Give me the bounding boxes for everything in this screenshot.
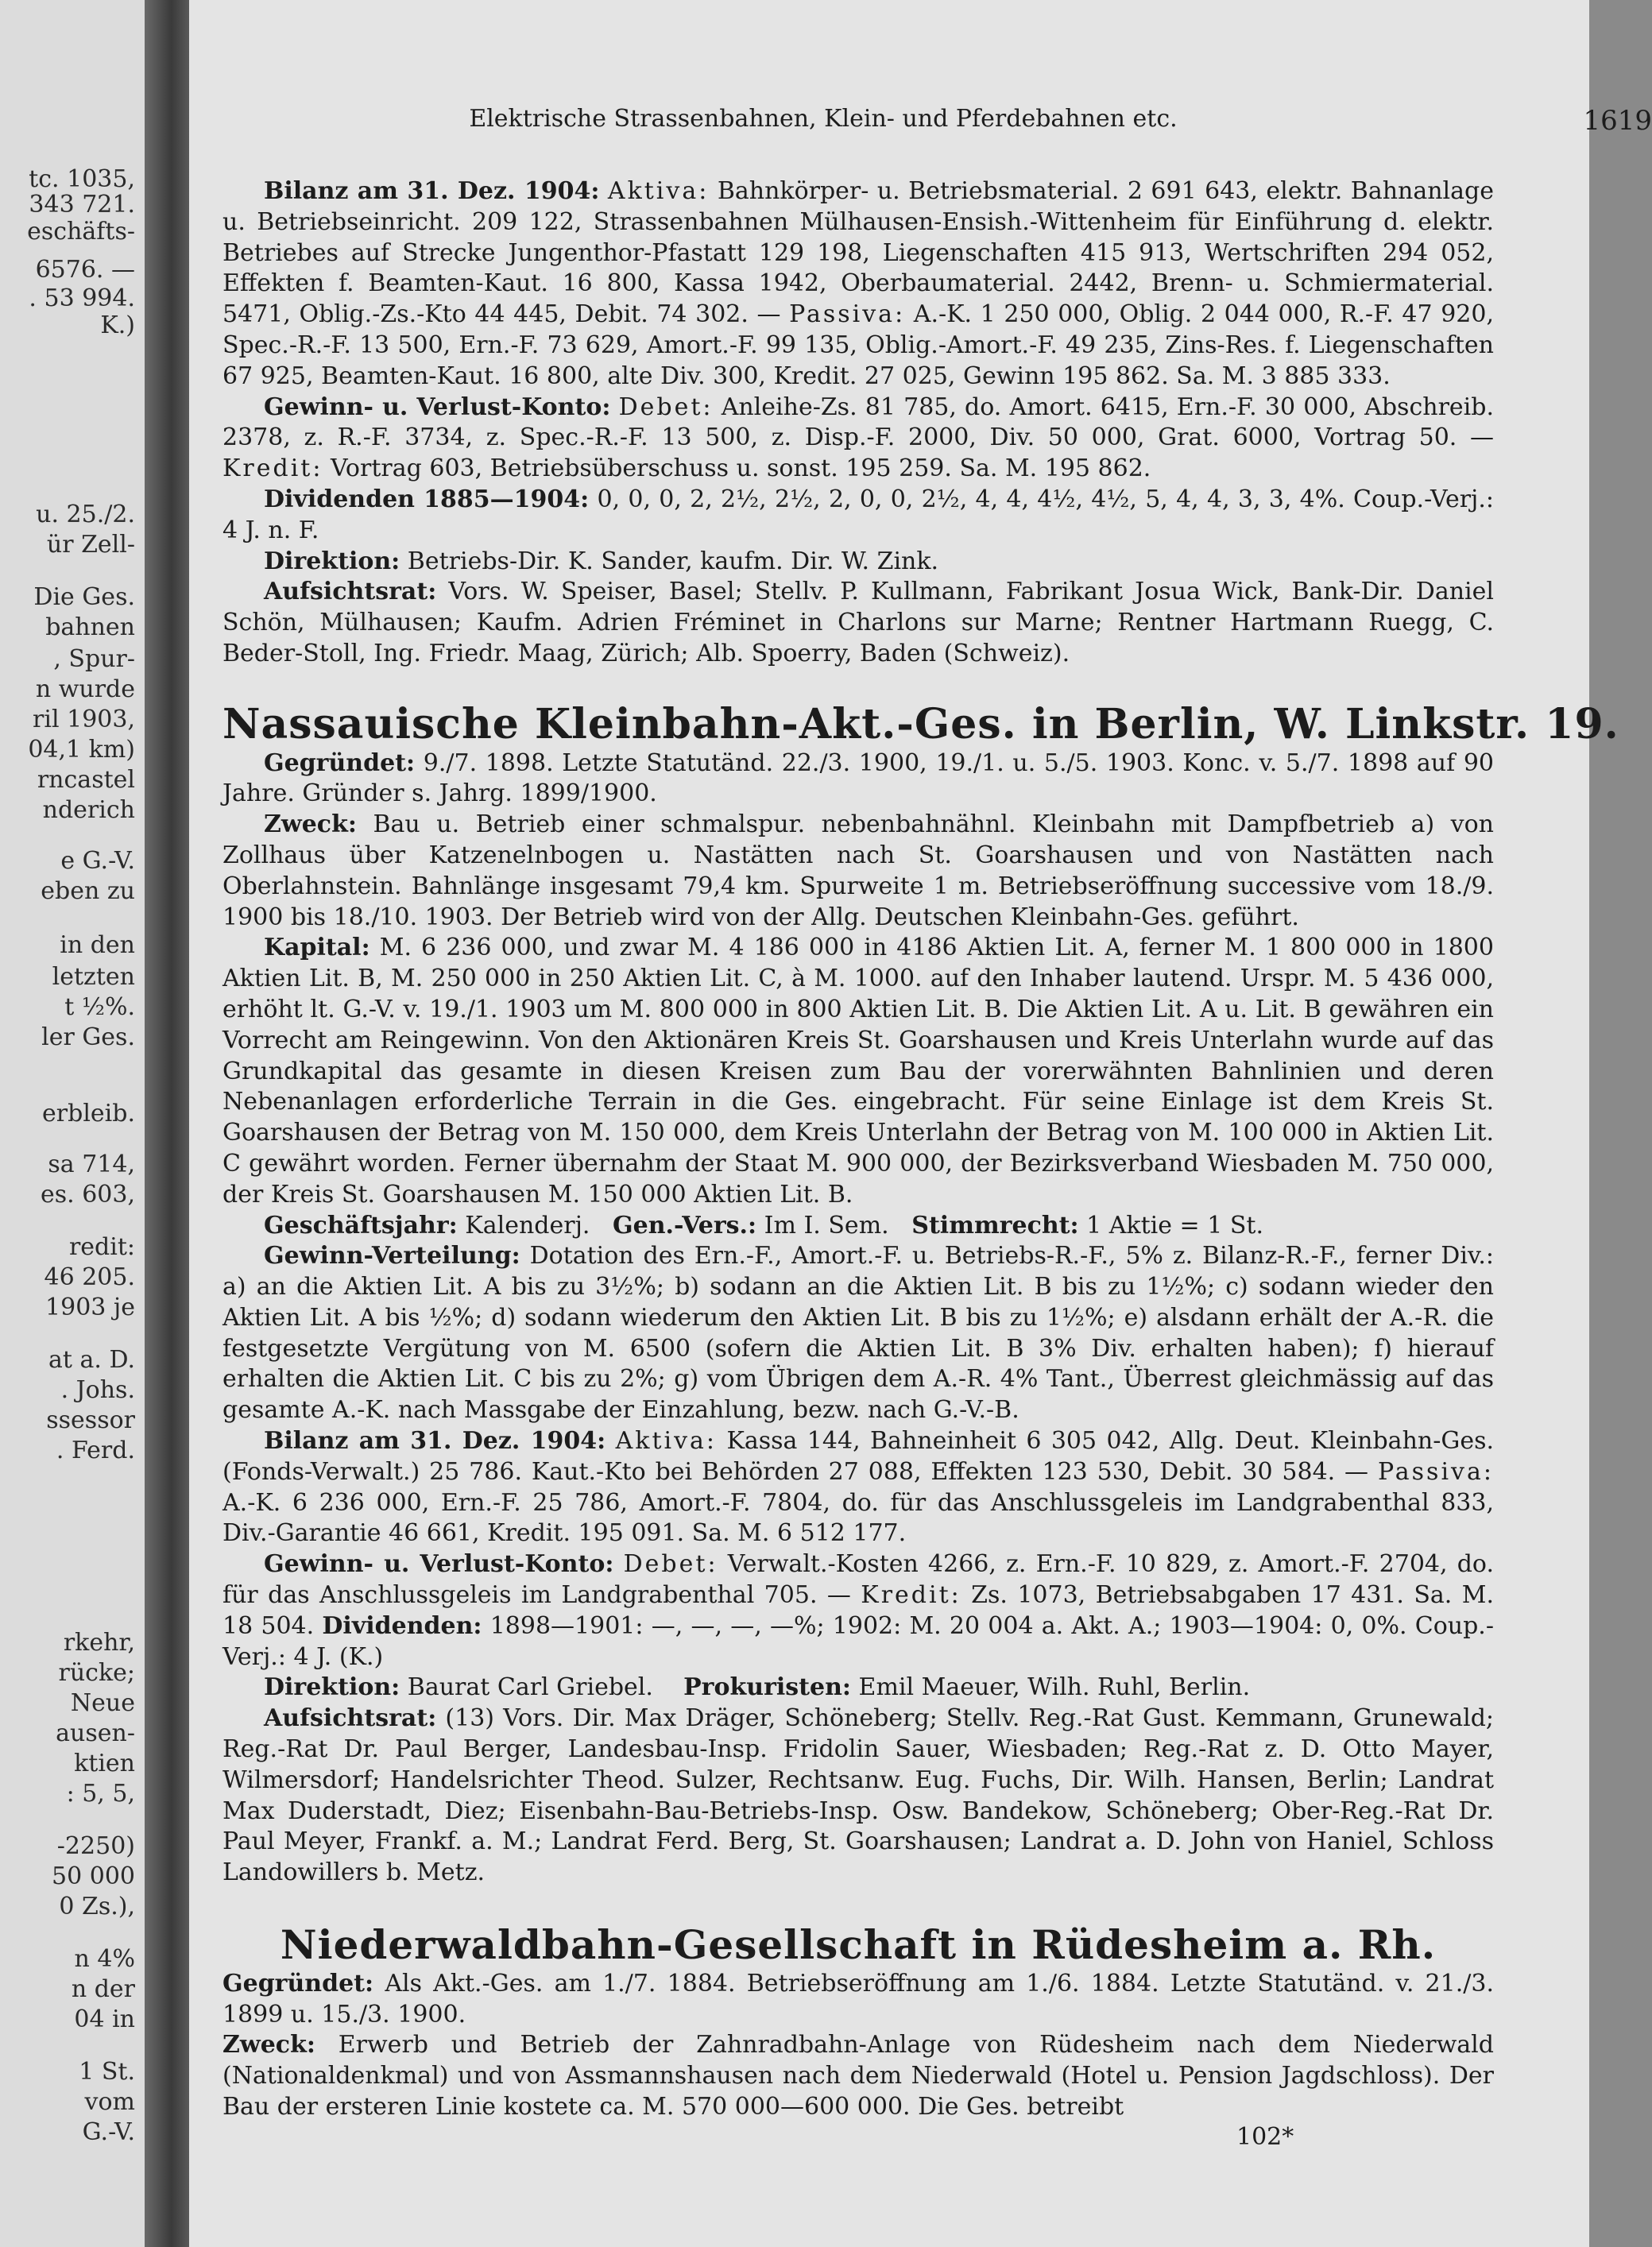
- field-text: Im I. Sem.: [764, 1211, 889, 1240]
- field-text: 9./7. 1898. Letzte Statutänd. 22./3. 1900, 19./1. u. 5./5. 1903. Konc. v. 5./7. 1898 auf 90 Jahre. Gründer s. Jahrg. 1899/1900.: [222, 748, 1494, 808]
- field-text: Betriebs-Dir. K. Sander, kaufm. Dir. W. Zink.: [407, 547, 939, 575]
- aktiva-label: Aktiva:: [615, 1427, 718, 1456]
- field-text: Anleihe-Zs. 81 785, do. Amort. 6415, Ern.-F. 30 000, Abschreib. 2378, z. R.-F. 3734, z. Spec.-R.-F. 13 500, z. Disp.-F. 2000, Div. 50 000, Grat. 6000, Vortrag 50. —: [222, 393, 1494, 452]
- field-text: Zs. 1073, Betriebsabgaben 17 431. Sa. M. 18 504.: [222, 1581, 1494, 1640]
- margin-fragment: bahnen: [45, 613, 135, 641]
- company-heading: Niederwaldbahn-Gesellschaft in Rüdesheim a. Rh.: [280, 1921, 1437, 1969]
- margin-fragment: in den: [60, 931, 135, 959]
- signature-mark: 102*: [1236, 2123, 1294, 2151]
- margin-fragment: letzten: [52, 963, 135, 991]
- margin-fragment: nderich: [42, 796, 135, 824]
- passiva-label: Passiva:: [1377, 1457, 1494, 1486]
- margin-fragment: . Ferd.: [56, 1437, 135, 1464]
- field-text: Erwerb und Betrieb der Zahnradbahn-Anlage von Rüdesheim nach dem Niederwald (Nationaldenkmal) und von Assmannshausen nach dem Niederwald (Hotel u. Pension Jagdschloss). Der Bau der ersteren Linie kostete ca. M. 570 000—600 000. Die Ges. betreibt: [222, 2031, 1494, 2121]
- book-gutter: [145, 0, 189, 2247]
- field-text: (13) Vors. Dir. Max Dräger, Schöneberg; Stellv. Reg.-Rat Gust. Kemmann, Grunewald; Reg.-Rat Dr. Paul Berger, Landesbau-Insp. Fridolin Sauer, Wiesbaden; Reg.-Rat z. D. Otto Mayer, Wilmersdorf; Handelsrichter Theod. Sulzer, Rechtsanw. Eug. Fuchs, Dir. Wilh. Hansen, Berlin; Landrat Max Duderstadt, Diez; Eisenbahn-Bau-Betriebs-Insp. Osw. Bandekow, Schöneberg; Ober-Reg.-Rat Dr. Paul Meyer, Frankf. a. M.; Landrat Ferd. Berg, St. Goarshausen; Landrat a. D. John von Haniel, Schloss Landowillers b. Metz.: [222, 1704, 1495, 1887]
- margin-fragment: es. 603,: [40, 1181, 135, 1209]
- margin-fragment: 343 721.: [29, 191, 135, 219]
- margin-fragment: tc. 1035,: [29, 165, 135, 193]
- margin-fragment: sa 714,: [48, 1151, 135, 1178]
- entry-niederwaldbahn: [222, 1969, 1494, 2123]
- field-text: M. 6 236 000, und zwar M. 4 186 000 in 4186 Aktien Lit. A, ferner M. 1 800 000 in 1800 Aktien Lit. B, M. 250 000 in 250 Aktien Lit. C, à M. 1000. auf den Inhaber lautend. Urspr. M. 5 436 000, erhöht lt. G.-V. v. 19./1. 1903 um M. 800 000 in 800 Aktien Lit. B. Die Aktien Lit. A u. Lit. B gewähren ein Vorrecht am Reingewinn. Von den Aktionären Kreis St. Goarshausen und Kreis Unterlahn wurde auf das Grundkapital das gesamte in diesen Kreisen zum Bau der vorerwähnten Bahnlinien und deren Nebenanlagen erforderliche Terrain in die Ges. eingebracht. Für seine Einlage ist dem Kreis St. Goarshausen der Betrag von M. 150 000, dem Kreis Unterlahn der Betrag von M. 100 000 in Aktien Lit. C gewährt worden. Ferner übernahm der Staat M. 900 000, der Bezirksverband Wiesbaden M. 750 000, der Kreis St. Goarshausen M. 150 000 Aktien Lit. B.: [222, 934, 1494, 1209]
- zweck-paragraph: [222, 810, 1494, 933]
- passiva-label: Passiva:: [789, 300, 906, 329]
- margin-fragment: redit:: [68, 1233, 135, 1261]
- margin-fragment: ür Zell-: [46, 531, 135, 559]
- margin-fragment: n 4%: [74, 1945, 135, 1973]
- direktion-paragraph: [222, 1673, 1494, 1704]
- margin-fragment: at a. D.: [48, 1346, 135, 1374]
- page-number: 1619: [1583, 105, 1652, 137]
- margin-fragment: . 53 994.: [29, 284, 135, 312]
- margin-fragment: n der: [71, 1975, 135, 2003]
- margin-fragment: erbleib.: [42, 1100, 135, 1127]
- field-label: Kapital:: [264, 934, 370, 962]
- field-text: A.-K. 1 250 000, Oblig. 2 044 000, R.-F. 47 920, Spec.-R.-F. 13 500, Ern.-F. 73 629, Amort.-F. 99 135, Oblig.-Amort.-F. 49 235, Zins-Res. f. Liegenschaften 67 925, Beamten-Kaut. 16 800, alte Div. 300, Kredit. 27 025, Gewinn 195 862. Sa. M. 3 885 333.: [222, 300, 1494, 390]
- field-text: 0, 0, 0, 2, 2½, 2½, 2, 0, 0, 2½, 4, 4, 4½, 4½, 5, 4, 4, 3, 3, 4%. Coup.-Verj.: 4 J. n. F.: [222, 485, 1494, 544]
- field-label: Prokuristen:: [683, 1673, 851, 1702]
- margin-fragment: 46 205.: [44, 1263, 135, 1291]
- kapital-paragraph: [222, 933, 1494, 1210]
- field-label: Direktion:: [264, 547, 400, 575]
- entry-nassauische: [222, 748, 1494, 1889]
- margin-fragment: eben zu: [41, 877, 135, 905]
- field-label: Gegründet:: [264, 748, 416, 777]
- margin-fragment: 0 Zs.),: [59, 1893, 135, 1920]
- margin-fragment: rncastel: [37, 766, 135, 794]
- page-content: [222, 176, 1619, 2123]
- margin-fragment: 50 000: [52, 1862, 135, 1890]
- company-heading: Nassauische Kleinbahn-Akt.-Ges. in Berlin, W. Linkstr. 19.: [222, 699, 1619, 748]
- bilanz-paragraph: [222, 1426, 1494, 1549]
- direktion-paragraph: [222, 547, 1494, 578]
- gewinnverteilung-paragraph: [222, 1241, 1494, 1426]
- margin-fragment: rkehr,: [63, 1629, 135, 1657]
- running-title: Elektrische Strassenbahnen, Klein- und Pferdebahnen etc.: [469, 105, 1178, 133]
- field-text: A.-K. 6 236 000, Ern.-F. 25 786, Amort.-F. 7804, do. für das Anschlussgeleis im Landgrabenthal 833, Div.-Garantie 46 661, Kredit. 195 091. Sa. M. 6 512 177.: [222, 1488, 1494, 1548]
- margin-fragment: Neue: [70, 1689, 135, 1717]
- field-text: Emil Maeuer, Wilh. Ruhl, Berlin.: [858, 1673, 1251, 1702]
- guv-paragraph: [222, 393, 1494, 485]
- margin-fragment: ktien: [74, 1750, 135, 1777]
- field-text: Dotation des Ern.-F., Amort.-F. u. Betriebs-R.-F., 5% z. Bilanz-R.-F., ferner Div.: a) an die Aktien Lit. A bis zu 3½%; b) sodann an die Aktien Lit. B bis zu 1½%; c) sodann wieder den Aktien Lit. A bis ½%; d) sodann wiederum den Aktien Lit. B bis zu 1½%; e) alsdann erhält der A.-R. die festgesetzte Vergütung von M. 6500 (sofern die Aktien Lit. B 3% Div. erhalten haben); f) hierauf erhalten die Aktien Lit. C bis zu 2%; g) vom Übrigen dem A.-R. 4% Tant., Überrest gleichmässig auf das gesamte A.-K. nach Massgabe der Einzahlung, bezw. nach G.-V.-B.: [222, 1242, 1494, 1425]
- field-label: Gegründet:: [222, 1969, 374, 1998]
- field-text: 1 Aktie = 1 St.: [1086, 1211, 1263, 1240]
- field-label: Geschäftsjahr:: [264, 1211, 458, 1240]
- aktiva-label: Aktiva:: [607, 177, 710, 205]
- field-text: Vors. W. Speiser, Basel; Stellv. P. Kullmann, Fabrikant Josua Wick, Bank-Dir. Daniel Schön, Mülhausen; Kaufm. Adrien Fréminet in Charlons sur Marne; Rentner Hartmann Ruegg, C. Beder-Stoll, Ing. Friedr. Maag, Zürich; Alb. Spoerry, Baden (Schweiz).: [222, 578, 1494, 667]
- margin-fragment: . Johs.: [60, 1376, 135, 1404]
- field-text: Baurat Carl Griebel.: [407, 1673, 653, 1702]
- margin-fragment: 1 St.: [79, 2058, 135, 2086]
- aufsichtsrat-paragraph: [222, 577, 1494, 669]
- dividenden-paragraph: [222, 485, 1494, 547]
- field-label: Aufsichtsrat:: [264, 1704, 437, 1733]
- field-label: Stimmrecht:: [911, 1211, 1079, 1240]
- margin-fragment: , Spur-: [53, 645, 135, 673]
- kredit-label: Kredit:: [222, 454, 323, 483]
- margin-fragment: : 5, 5,: [66, 1780, 135, 1808]
- margin-fragment: rücke;: [58, 1659, 135, 1687]
- field-label: Gewinn-Verteilung:: [264, 1242, 520, 1270]
- margin-fragment: u. 25./2.: [36, 501, 135, 528]
- margin-fragment: 04,1 km): [28, 736, 135, 764]
- debet-label: Debet:: [618, 393, 714, 421]
- field-label: Aufsichtsrat:: [264, 578, 437, 606]
- margin-fragment: t ½%.: [64, 993, 135, 1021]
- debet-label: Debet:: [623, 1550, 718, 1579]
- bilanz-paragraph: [222, 176, 1494, 393]
- margin-fragment: Die Ges.: [33, 583, 135, 611]
- field-text: Als Akt.-Ges. am 1./7. 1884. Betriebseröffnung am 1./6. 1884. Letzte Statutänd. v. 21./3. 1899 u. 15./3. 1900.: [222, 1969, 1494, 2028]
- margin-fragment: K.): [100, 311, 135, 339]
- field-text: Vortrag 603, Betriebsüberschuss u. sonst. 195 259. Sa. M. 195 862.: [331, 454, 1151, 483]
- gegruendet-paragraph: [222, 748, 1494, 810]
- field-text: Kalenderj.: [465, 1211, 590, 1240]
- field-label: Dividenden:: [322, 1611, 482, 1640]
- margin-fragment: vom: [84, 2088, 135, 2116]
- gegruendet-paragraph: [222, 1969, 1494, 2031]
- field-label: Gewinn- u. Verlust-Konto:: [264, 1550, 614, 1579]
- field-label: Bilanz am 31. Dez. 1904:: [264, 1427, 606, 1456]
- field-text: Kassa 144, Bahneinheit 6 305 042, Allg. Deut. Kleinbahn-Ges. (Fonds-Verwalt.) 25 786. Kaut.-Kto bei Behörden 27 088, Effekten 123 530, Debit. 30 584. —: [222, 1427, 1494, 1486]
- field-label: Bilanz am 31. Dez. 1904:: [264, 177, 600, 205]
- field-text: Bahnkörper- u. Betriebsmaterial. 2 691 643, elektr. Bahnanlage u. Betriebseinricht. 209 122, Strassenbahnen Mülhausen-Ensish.-Wittenheim für Einführung d. elektr. Betriebes auf Strecke Jungenthor-Pfastatt 129 198, Liegenschaften 415 913, Wertschriften 294 052, Effekten f. Beamten-Kaut. 16 800, Kassa 1942, Oberbaumaterial. 2442, Brenn- u. Schmiermaterial. 5471, Oblig.-Zs.-Kto 44 445, Debit. 74 302. —: [222, 177, 1494, 329]
- guv-paragraph: [222, 1549, 1494, 1673]
- geschaeftsjahr-paragraph: [222, 1211, 1494, 1242]
- entry-continued: [222, 176, 1494, 670]
- margin-fragment: e G.-V.: [60, 847, 135, 875]
- field-label: Zweck:: [222, 2031, 315, 2059]
- document-page: [189, 0, 1652, 2247]
- margin-fragment: ssessor: [46, 1406, 135, 1434]
- page-header: [189, 105, 1652, 145]
- field-label: Gen.-Vers.:: [613, 1211, 757, 1240]
- field-text: 1898—1901: —, —, —, —%; 1902: M. 20 004 a. Akt. A.; 1903—1904: 0, 0%. Coup.-Verj.: 4 J. (K.): [222, 1611, 1494, 1671]
- margin-fragment: n wurde: [35, 675, 135, 703]
- field-label: Direktion:: [264, 1673, 400, 1702]
- field-label: Zweck:: [264, 810, 357, 839]
- margin-fragment: 1903 je: [45, 1294, 135, 1321]
- margin-fragment: 6576. —: [35, 256, 135, 284]
- kredit-label: Kredit:: [861, 1581, 961, 1610]
- margin-fragment: eschäfts-: [27, 218, 135, 246]
- aufsichtsrat-paragraph: [222, 1704, 1494, 1889]
- margin-fragment: G.-V.: [82, 2118, 135, 2146]
- margin-fragment: ler Ges.: [41, 1023, 135, 1051]
- previous-page-margin: [0, 0, 145, 2247]
- margin-fragment: ril 1903,: [33, 706, 135, 733]
- field-label: Gewinn- u. Verlust-Konto:: [264, 393, 611, 421]
- margin-fragment: 04 in: [74, 2005, 135, 2033]
- margin-fragment: -2250): [56, 1832, 135, 1860]
- field-text: Bau u. Betrieb einer schmalspur. nebenbahnähnl. Kleinbahn mit Dampfbetrieb a) von Zollhaus über Katzenelnbogen u. Nastätten nach St. Goarshausen und von Nastätten nach Oberlahnstein. Bahnlänge insgesamt 79,4 km. Spurweite 1 m. Betriebseröffnung successive vom 18./9. 1900 bis 18./10. 1903. Der Betrieb wird von der Allg. Deutschen Kleinbahn-Ges. geführt.: [222, 810, 1494, 931]
- zweck-paragraph: [222, 2030, 1494, 2122]
- field-label: Dividenden 1885—1904:: [264, 485, 590, 513]
- field-text: Verwalt.-Kosten 4266, z. Ern.-F. 10 829, z. Amort.-F. 2704, do. für das Anschlussgeleis im Landgrabenthal 705. —: [222, 1550, 1494, 1610]
- margin-fragment: ausen-: [56, 1719, 135, 1747]
